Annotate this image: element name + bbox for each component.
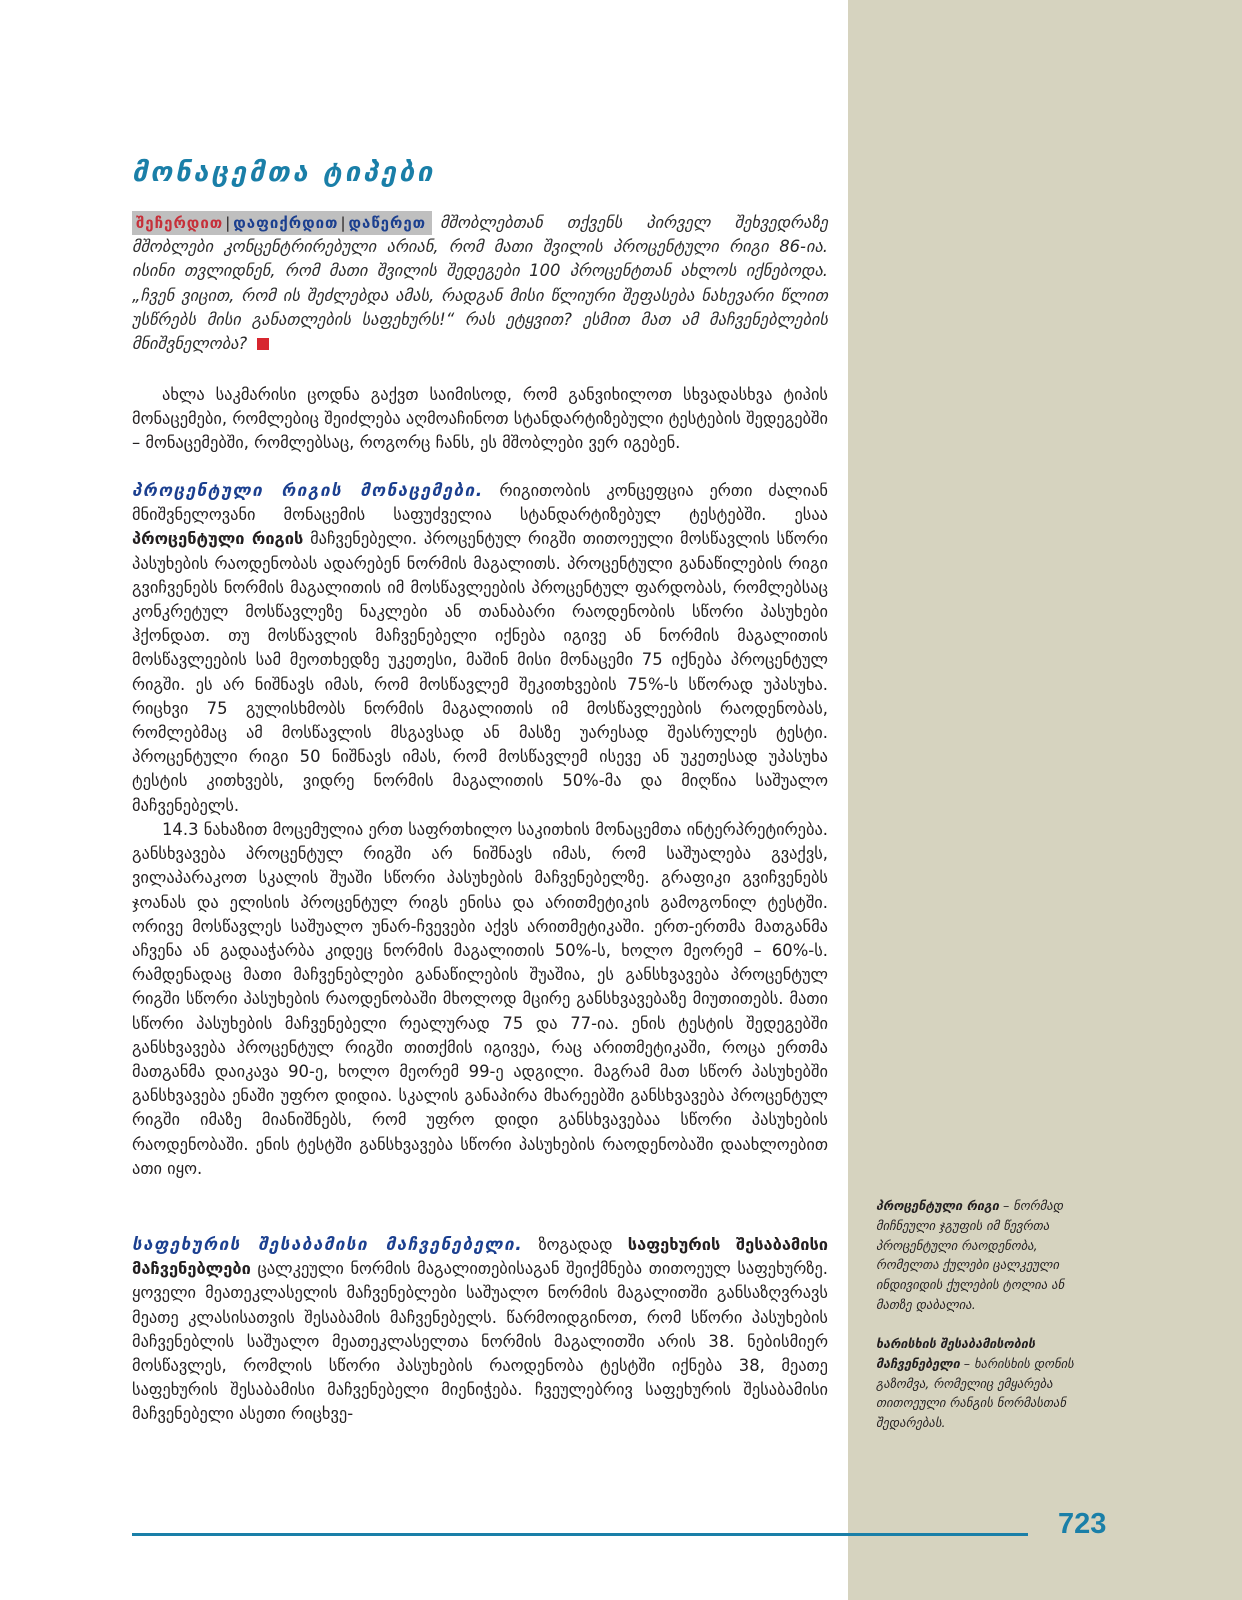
- section-heading-grade: საფეხურის შესაბამისი მაჩვენებელი.: [132, 1235, 524, 1255]
- glossary-definition: – ხარისხის დონის გაზომვა, რომელიც ემყარება თითოეული რანგის ნორმასთან შედარებას.: [876, 1355, 1074, 1431]
- section-text: ზოგადად: [523, 1235, 628, 1254]
- section-grade-equivalent: [132, 1233, 828, 1427]
- footer-rule: [132, 1533, 1028, 1536]
- section-heading-percentile: პროცენტული რიგის მონაცემები.: [132, 481, 484, 501]
- glossary-term: პროცენტული რიგი: [876, 1198, 999, 1213]
- section-text: ცალკეული ნორმის მაგალითებისაგან შეიქმნება თითოეულ საფეხურზე. ყოველი მეათეკლასელის მაჩვენებლები საშუალო ნორმის მაგალითში განსაზღვრავს მეათე კლასისათვის შესაბამის მაჩვენებელს. წარმოიდგინოთ, რომ სწორი პასუხების მაჩვენებლის საშუალო მეათეკლასელთა ნორმის მაგალითში არის 38. ნებისმიერ მოსწავლეს, რომლის სწორი პასუხების რაოდენობა ტესტში იქნება 38, მეათე საფეხურის შესაბამისი მაჩვენებელი მიენიჭება. ჩვეულებრივ საფეხურის შესაბამისი მაჩვენებელი ასეთი რიცხვე-: [132, 1259, 828, 1424]
- key-term: პროცენტული რიგის: [132, 529, 304, 549]
- section-text: რიგითობის კონცეფცია ერთი ძალიან მნიშვნელოვანი მონაცემის საფუძველია სტანდარტიზებულ ტესტებში. ესაა: [132, 481, 828, 525]
- chapter-title: მონაცემთა ტიპები: [132, 157, 436, 188]
- feature-box-text: მშობლებთან თქვენს პირველ შეხვედრაზე მშობლები კონცენტრირებული არიან, რომ მათი შვილის პროცენტული რიგი 86-ია. ისინი თვლიდნენ, რომ მათი შვილის შედეგები 100 პროცენტთან ახლოს იქნებოდა. „ჩვენ ვიცით, რომ ის შეძლებდა ამას, რადგან მისი წლიური შეფასება ნახევარი წლით უსწრებს მისი განათლების საფეხურს!“ რას ეტყვით? ესმით მათ ამ მაჩვენებლების მნიშვნელობა?: [132, 213, 828, 354]
- feature-tags: [132, 211, 432, 235]
- key-term: საფეხურის შესაბამისი მაჩვენებლები: [132, 1235, 828, 1279]
- tag-separator: |: [340, 214, 347, 232]
- tag-think: დაფიქრდით: [233, 214, 339, 232]
- tag-stop: შეჩერდით: [136, 214, 224, 232]
- end-mark-icon: [257, 338, 269, 350]
- section-percentile: [132, 479, 828, 818]
- glossary-term: ხარისხის შესაბამისობის მაჩვენებელი: [876, 1336, 1036, 1371]
- glossary-definition: – ნორმად მიჩნეული ჯგუფის იმ წევრთა პროცენტული რაოდენობა, რომელთა ქულები ცალკეული ინდივიდის ქულების ტოლია ან მათზე დაბალია.: [876, 1198, 1065, 1312]
- tag-write: დაწერეთ: [348, 214, 427, 232]
- tag-separator: |: [225, 214, 232, 232]
- intro-paragraph: ახლა საკმარისი ცოდნა გაქვთ საიმისოდ, რომ განვიხილოთ სხვადასხვა ტიპის მონაცემები, რომლებიც შეიძლება აღმოაჩინოთ სტანდარტიზებული ტესტების შედეგებში – მონაცემებში, რომლებსაც, როგორც ჩანს, ეს მშობლები ვერ იგებენ.: [132, 385, 828, 453]
- section-text: მაჩვენებელი. პროცენტულ რიგში თითოეული მოსწავლის სწორი პასუხების რაოდენობას ადარებენ ნორმის მაგალითს. პროცენტული განაწილების რიგი გვიჩვენებს ნორმის მაგალითის იმ მოსწავლეების პროცენტულ ფარდობას, რომლებსაც კონკრეტულ მოსწავლეზე ნაკლები ან თანაბარი რაოდენობის სწორი პასუხები ჰქონდათ. თუ მოსწავლის მაჩვენებელი იქნება იგივე ან ნორმის მაგალითის მოსწავლეების სამ მეოთხედზე უკეთესი, მაშინ მისი მონაცემი 75 იქნება პროცენტულ რიგში. ეს არ ნიშნავს იმას, რომ მოსწავლემ შეკითხვების 75%-ს სწორად უპასუხა. რიცხვი 75 გულისხმობს ნორმის მაგალითის იმ მოსწავლეების რაოდენობას, რომლებმაც ამ მოსწავლის მსგავსად ან მასზე უარესად შეასრულეს ტესტი. პროცენტული რიგი 50 ნიშნავს იმას, რომ მოსწავლემ ისევე ან უკეთესად უპასუხა ტესტის კითხვებს, ვიდრე ნორმის მაგალითის 50%-მა და მიღწია საშუალო მაჩვენებელს.: [132, 529, 828, 815]
- page-number: 723: [1058, 1508, 1107, 1540]
- feature-box: [132, 211, 828, 356]
- glossary-entry: [876, 1334, 1096, 1433]
- glossary-entry: [876, 1196, 1096, 1315]
- figure-paragraph: 14.3 ნახაზით მოცემულია ერთ საფრთხილო საკითხის მონაცემთა ინტერპრეტირება. განსხვავება პროცენტულ რიგში არ ნიშნავს იმას, რომ საშუალება გვაქვს, ვილაპარაკოთ სკალის შუაში სწორი პასუხების მაჩვენებელზე. გრაფიკი გვიჩვენებს ჯოანას და ელისის პროცენტულ რიგს ენისა და არითმეტიკის გამოგონილ ტესტში. ორივე მოსწავლეს საშუალო უნარ-ჩვევები აქვს არითმეტიკაში. ერთ-ერთმა მათგანმა აჩვენა ან გადააჭარბა კიდეც ნორმის მაგალითის 50%-ს, ხოლო მეორემ – 60%-ს. რამდენადაც მათი მაჩვენებლები განაწილების შუაშია, ეს განსხვავება პროცენტულ რიგში სწორი პასუხების რაოდენობაში მხოლოდ მცირე განსხვავებაზე მიუთითებს. მათი სწორი პასუხების მაჩვენებელი რეალურად 75 და 77-ია. ენის ტესტის შედეგებში განსხვავება პროცენტულ რიგში თითქმის იგივეა, რაც არითმეტიკაში, როცა ერთმა მათგანმა დაიკავა 90-ე, ხოლო მეორემ 99-ე ადგილი. მაგრამ მათ სწორ პასუხებში განსხვავება ენაში უფრო დიდია. სკალის განაპირა მხარეებში განსხვავება პროცენტულ რიგში იმაზე მიანიშნებს, რომ უფრო დიდი განსხვავებაა სწორი პასუხების რაოდენობაში. ენის ტესტში განსხვავება სწორი პასუხების რაოდენობაში დაახლოებით ათი იყო.: [132, 820, 828, 1178]
